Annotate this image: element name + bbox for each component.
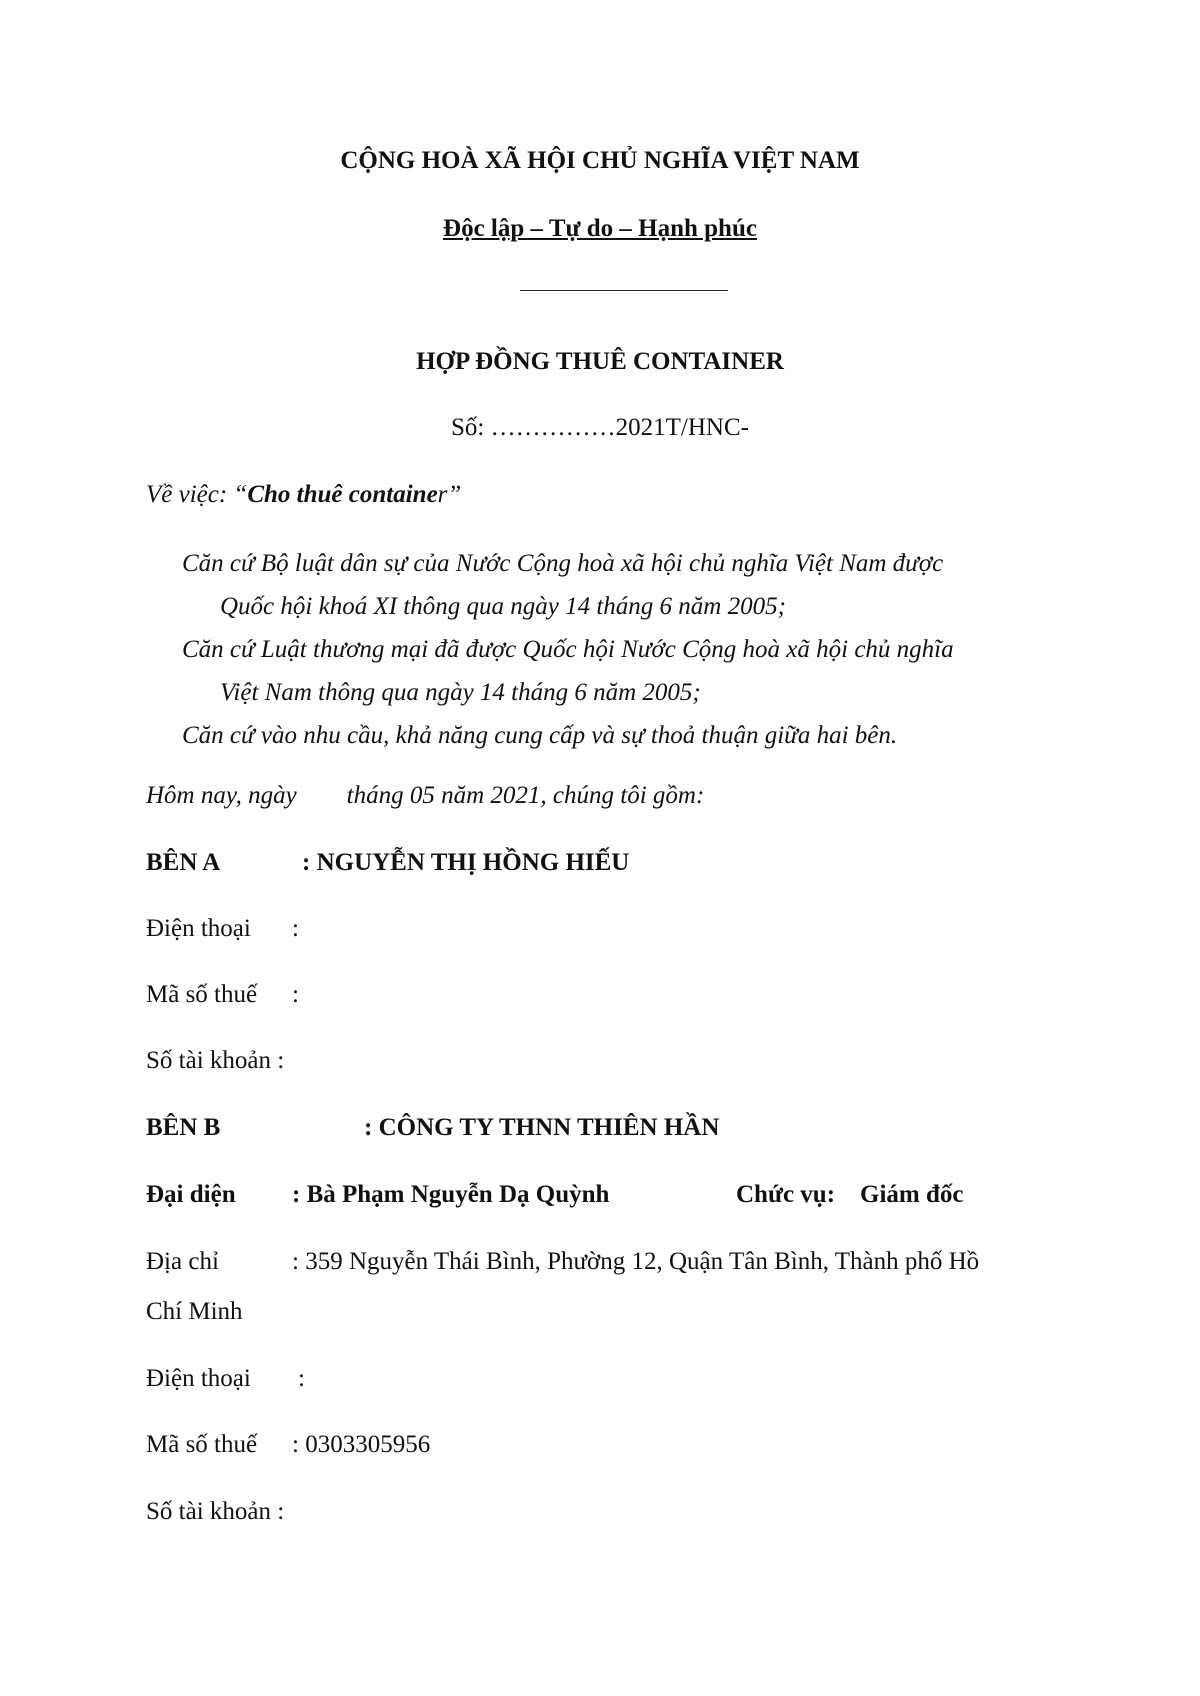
subject-bold: Cho thuê containe	[247, 481, 438, 508]
nation-heading: CỘNG HOÀ XÃ HỘI CHỦ NGHĨA VIỆT NAM	[340, 147, 860, 174]
party-a-name: : NGUYỄN THỊ HỒNG HIẾU	[302, 849, 630, 876]
party-b-address-label: Địa chỉ	[146, 1248, 219, 1275]
party-b-address-line1: : 359 Nguyễn Thái Bình, Phường 12, Quận Tân Bình, Thành phố Hồ	[292, 1248, 980, 1275]
party-b-address-line2: Chí Minh	[146, 1298, 243, 1325]
contract-number: Số: ……………2021T/HNC-	[451, 414, 749, 441]
party-b-rep-value: : Bà Phạm Nguyễn Dạ Quỳnh	[292, 1181, 610, 1208]
party-a-phone-label: Điện thoại	[146, 915, 251, 942]
party-a-tax-label: Mã số thuế	[146, 981, 258, 1008]
date-line	[146, 781, 704, 811]
party-b-position-value: Giám đốc	[860, 1181, 964, 1208]
party-b-account-label: Số tài khoản :	[146, 1498, 285, 1525]
basis-line: Quốc hội khoá XI thông qua ngày 14 tháng 6 năm 2005;	[220, 593, 786, 620]
party-b-phone-label: Điện thoại	[146, 1365, 251, 1392]
subject-suffix: r”	[437, 481, 462, 508]
contract-title: HỢP ĐỒNG THUÊ CONTAINER	[416, 348, 784, 375]
basis-line: Căn cứ Bộ luật dân sự của Nước Cộng hoà xã hội chủ nghĩa Việt Nam được	[182, 550, 944, 577]
basis-line: Căn cứ vào nhu cầu, khả năng cung cấp và sự thoả thuận giữa hai bên.	[182, 722, 898, 749]
party-a-label: BÊN A	[146, 849, 221, 876]
subject-prefix: Về việc: “	[146, 481, 248, 508]
party-b-phone-value: :	[298, 1365, 305, 1392]
party-b-label: BÊN B	[146, 1114, 221, 1141]
party-a-phone-value: :	[292, 915, 299, 942]
basis-line: Căn cứ Luật thương mại đã được Quốc hội Nước Cộng hoà xã hội chủ nghĩa	[182, 636, 954, 663]
party-b-name: : CÔNG TY THNN THIÊN HẦN	[364, 1114, 720, 1141]
party-a-account-label: Số tài khoản :	[146, 1047, 285, 1074]
basis-line: Việt Nam thông qua ngày 14 tháng 6 năm 2005;	[220, 679, 701, 706]
header-divider	[520, 290, 728, 291]
party-b-rep-label: Đại diện	[146, 1181, 236, 1208]
party-b-position-label: Chức vụ:	[736, 1181, 836, 1208]
date-part-day: Hôm nay, ngày	[146, 782, 297, 809]
party-a-tax-value: :	[292, 981, 299, 1008]
contract-subject	[146, 480, 461, 510]
party-b-tax-value: : 0303305956	[292, 1431, 431, 1458]
motto-heading: Độc lập – Tự do – Hạnh phúc	[443, 215, 757, 242]
party-b-tax-label: Mã số thuế	[146, 1431, 258, 1458]
date-part-month-year: tháng 05 năm 2021, chúng tôi gồm:	[346, 782, 705, 809]
